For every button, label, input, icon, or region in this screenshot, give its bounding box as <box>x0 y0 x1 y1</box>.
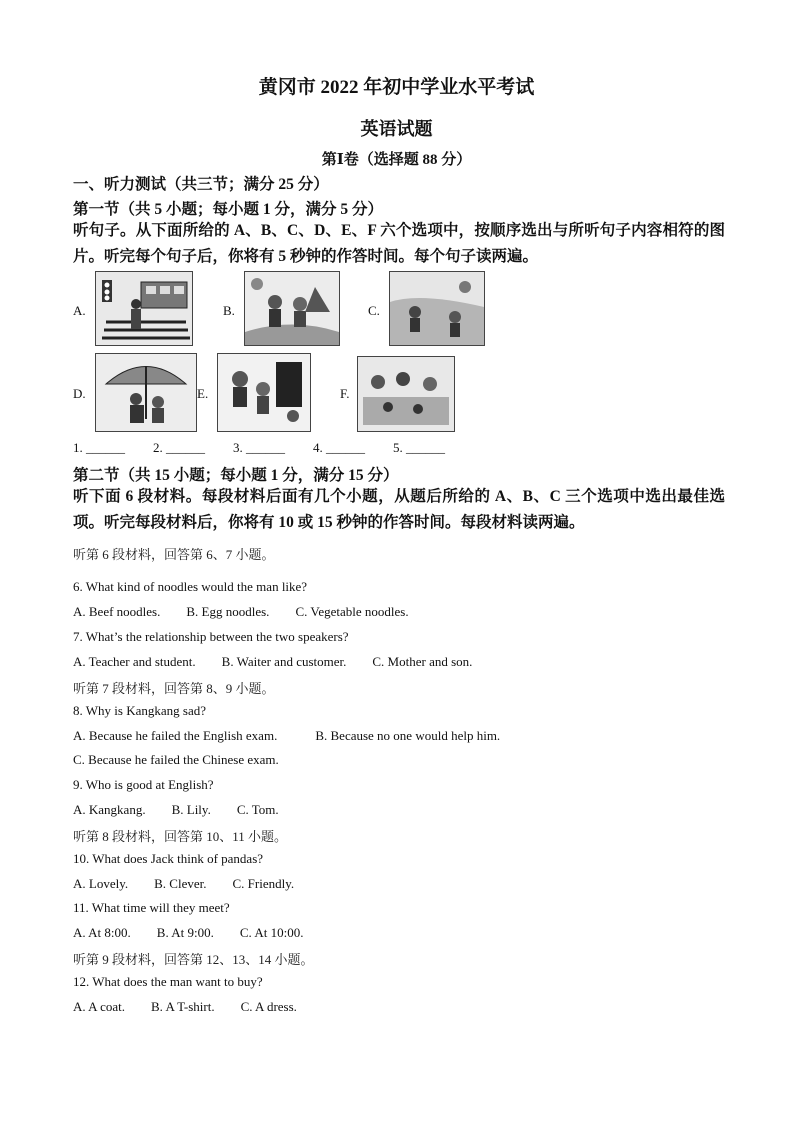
answer-blank-3[interactable]: 3. ______ <box>233 440 285 455</box>
option: C. A dress. <box>240 999 297 1014</box>
picture-d <box>95 353 197 432</box>
option: C. Mother and son. <box>372 654 473 669</box>
option: C. Tom. <box>236 802 279 817</box>
question-11-options <box>73 925 329 941</box>
picture-label-c: C. <box>368 303 380 318</box>
picture-a <box>95 271 193 346</box>
part2-heading: 第二节（共 15 小题；每小题 1 分，满分 15 分） <box>73 467 399 484</box>
picture-label-d: D. <box>73 386 86 401</box>
option: C. At 10:00. <box>239 925 304 940</box>
answer-blank-4[interactable]: 4. ______ <box>313 440 365 455</box>
option: A. Kangkang. <box>73 802 146 817</box>
answer-blank-2[interactable]: 2. ______ <box>153 440 205 455</box>
question-8-options-2 <box>73 752 305 768</box>
volume-title: 第Ⅰ卷（选择题 88 分） <box>321 152 472 168</box>
part2-instruction: 听下面 6 段材料。每段材料后面有几个小题，从题后所给的 A、B、C 三个选项中选出最佳选项。听完每段材料后，你将有 10 或 15 秒钟的作答时间。每段材料读两遍。 <box>73 488 725 531</box>
option: B. At 9:00. <box>156 925 214 940</box>
question-10-options <box>73 876 320 892</box>
outdoor-scene-illustration <box>390 272 484 345</box>
option: B. Because no one would help him. <box>315 728 501 743</box>
exam-title: 黄冈市 2022 年初中学业水平考试 <box>258 77 535 98</box>
classroom-scene-illustration <box>358 357 454 431</box>
picture-label-a: A. <box>73 303 86 318</box>
traffic-scene-illustration <box>96 272 192 345</box>
group-label: 听第 9 段材料，回答第 12、13、14 小题。 <box>73 952 314 967</box>
music-class-illustration <box>218 354 310 431</box>
option: B. Waiter and customer. <box>221 654 347 669</box>
option: B. Clever. <box>154 876 207 891</box>
option: A. Teacher and student. <box>73 654 196 669</box>
part1-instruction: 听句子。从下面所给的 A、B、C、D、E、F 六个选项中，按顺序选出与所听句子内容相符的图片。听完每个句子后，你将有 5 秒钟的作答时间。每个句子读两遍。 <box>73 222 725 265</box>
question-6-options <box>73 604 435 620</box>
section-heading: 一、听力测试（共三节；满分 25 分） <box>73 176 329 193</box>
answer-blank-5[interactable]: 5. ______ <box>393 440 445 455</box>
option: A. Lovely. <box>73 876 129 891</box>
question-11: 11. What time will they meet? <box>73 900 230 915</box>
answer-blanks <box>73 440 473 456</box>
option: C. Friendly. <box>232 876 295 891</box>
children-playing-illustration <box>245 272 339 345</box>
option: C. Vegetable noodles. <box>295 604 409 619</box>
question-12-options <box>73 999 323 1015</box>
question-9: 9. Who is good at English? <box>73 777 214 792</box>
picture-e <box>217 353 311 432</box>
picture-label-b: B. <box>223 303 235 318</box>
picture-label-e: E. <box>197 386 209 401</box>
answer-blank-1[interactable]: 1. ______ <box>73 440 125 455</box>
option: A. Because he failed the English exam. <box>73 728 278 743</box>
group-label: 听第 8 段材料，回答第 10、11 小题。 <box>73 829 288 844</box>
option: A. Beef noodles. <box>73 604 161 619</box>
question-8-options <box>73 728 526 744</box>
part1-heading: 第一节（共 5 小题；每小题 1 分，满分 5 分） <box>73 201 384 218</box>
option: A. At 8:00. <box>73 925 131 940</box>
picture-label-f: F. <box>340 386 350 401</box>
subject-title: 英语试题 <box>360 119 433 139</box>
question-6: 6. What kind of noodles would the man like? <box>73 579 308 594</box>
picture-c <box>389 271 485 346</box>
picture-f <box>357 356 455 432</box>
group-label: 听第 7 段材料，回答第 8、9 小题。 <box>73 681 275 696</box>
option: B. A T-shirt. <box>151 999 215 1014</box>
umbrella-scene-illustration <box>96 354 196 431</box>
picture-b <box>244 271 340 346</box>
question-10: 10. What does Jack think of pandas? <box>73 851 264 866</box>
question-7: 7. What’s the relationship between the two speakers? <box>73 629 349 644</box>
option: B. Lily. <box>171 802 211 817</box>
group-label: 听第 6 段材料，回答第 6、7 小题。 <box>73 547 275 562</box>
option: A. A coat. <box>73 999 125 1014</box>
option: C. Because he failed the Chinese exam. <box>73 752 279 767</box>
question-8: 8. Why is Kangkang sad? <box>73 703 206 718</box>
question-7-options <box>73 654 498 670</box>
question-12: 12. What does the man want to buy? <box>73 974 263 989</box>
question-9-options <box>73 802 305 818</box>
option: B. Egg noodles. <box>186 604 270 619</box>
